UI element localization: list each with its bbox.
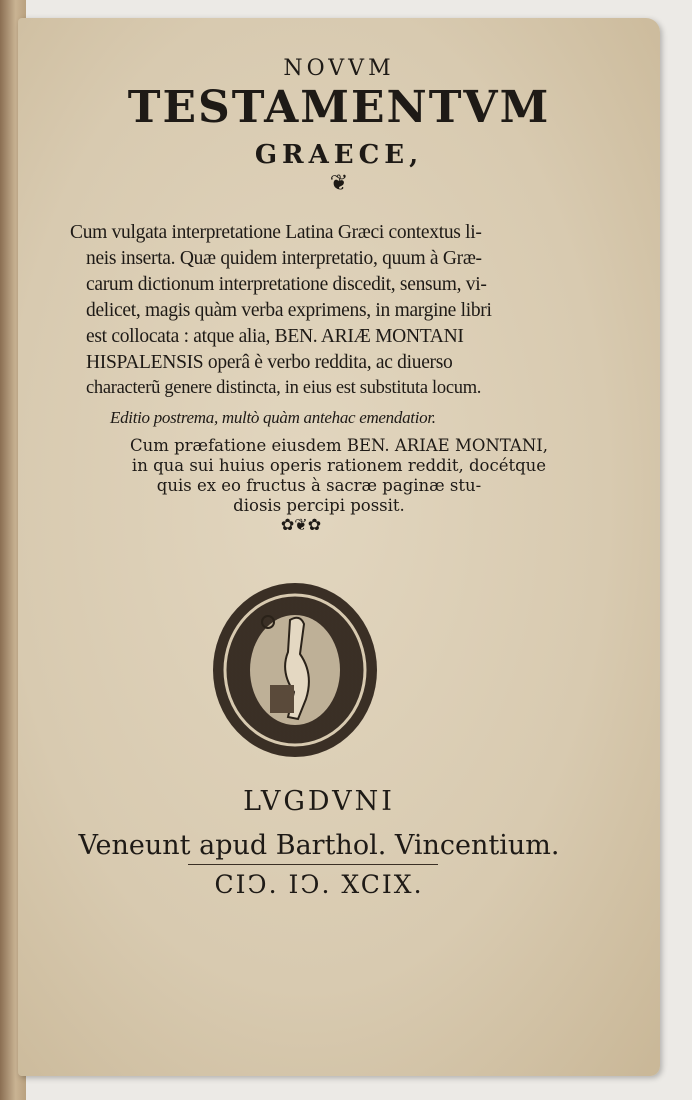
- imprint-year: CIↃ. IↃ. XCIX.: [214, 870, 424, 899]
- preface-line: Cum præfatione eiusdem BEN. ARIAE MONTANI,: [129, 436, 549, 455]
- description-line: delicet, magis quàm verba exprimens, in margine libri: [86, 300, 492, 321]
- fleuron-ornament-icon: ❦: [329, 171, 349, 196]
- description-line: HISPALENSIS operâ è verbo reddita, ac diuerso: [86, 352, 453, 373]
- preface-line: diosis percipi possit.: [233, 496, 405, 515]
- imprint-place: LVGDVNI: [243, 786, 395, 817]
- title-line-1: NOVVM: [283, 56, 395, 81]
- description-line: carum dictionum interpretatione discedit, sensum, vi-: [86, 274, 487, 295]
- printers-device-emblem: [210, 580, 380, 760]
- description-line: neis inserta. Quæ quidem interpretatio, quum à Græ-: [86, 248, 482, 269]
- edition-note: Editio postrema, multò quàm antehac emendatior.: [110, 408, 436, 427]
- imprint-publisher: Veneunt apud Barthol. Vincentium.: [78, 830, 560, 861]
- description-line: Cum vulgata interpretatione Latina Græci contextus li-: [70, 222, 482, 243]
- preface-line: in qua sui huius operis rationem reddit, docétque: [131, 456, 547, 475]
- preface-line: quis ex eo fructus à sacræ paginæ stu-: [156, 476, 482, 495]
- rule-divider: [188, 864, 438, 865]
- title-line-2: TESTAMENTVM: [127, 82, 551, 133]
- title-line-3: GRAECE,: [254, 140, 424, 170]
- title-page: [18, 18, 660, 1076]
- floral-ornament-icon: ✿❦✿: [280, 515, 322, 534]
- description-line: characterũ genere distincta, in eius est substituta locum.: [86, 378, 482, 398]
- description-line: est collocata : atque alia, BEN. ARIÆ MONTANI: [86, 326, 464, 347]
